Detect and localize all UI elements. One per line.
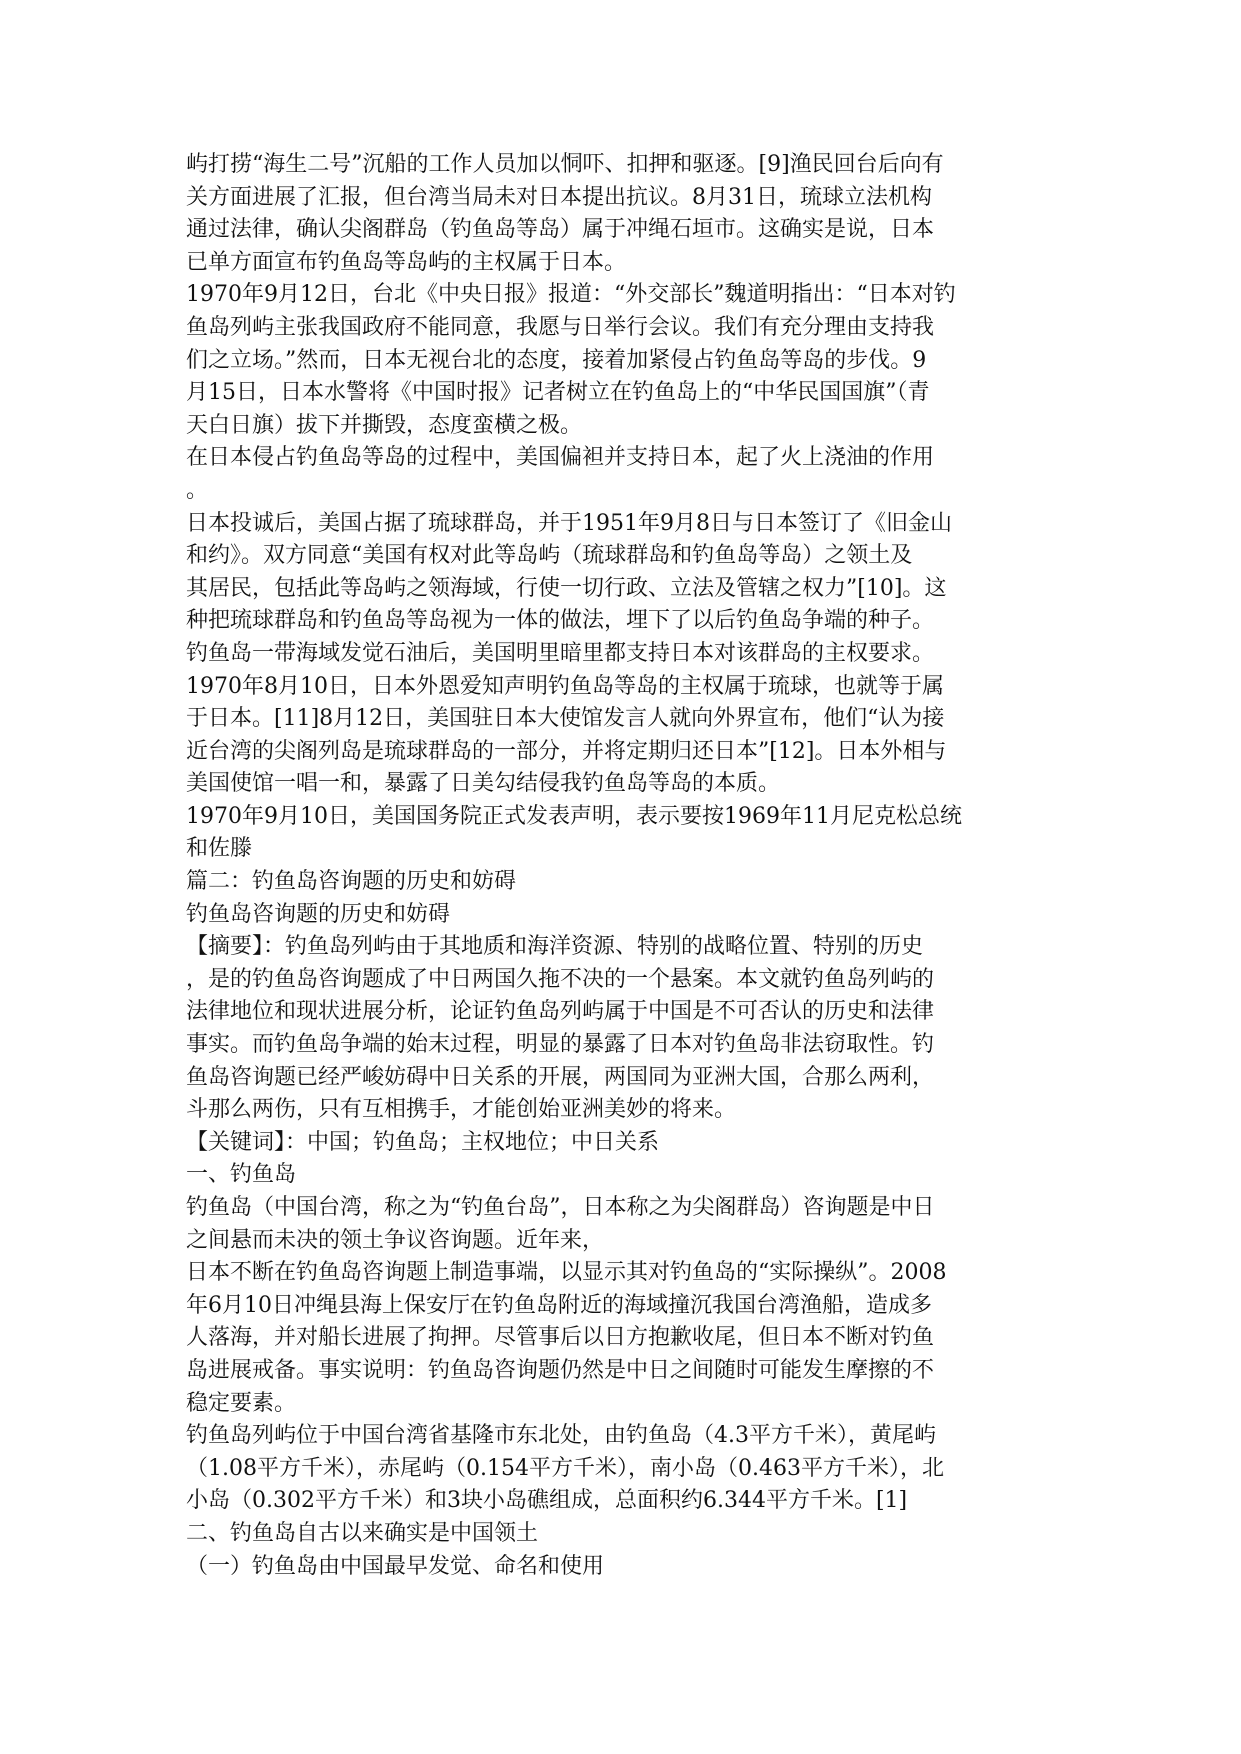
- text-line: 美国使馆一唱一和，暴露了日美勾结侵我钓鱼岛等岛的本质。: [186, 771, 781, 797]
- text-line: 钓鱼岛（中国台湾，称之为“钓鱼台岛”，日本称之为尖阁群岛）咨询题是中日: [186, 1195, 935, 1220]
- text-line: 月15日，日本水警将《中国时报》记者树立在钓鱼岛上的“中华民国国旗”（青: [186, 380, 930, 406]
- text-line: 1970年9月10日，美国国务院正式发表声明，表示要按1969年11月尼克松总统: [186, 803, 962, 829]
- section-title: 篇二：钓鱼岛咨询题的历史和妨碍: [186, 869, 517, 895]
- text-line: 1970年8月10日，日本外恩爱知声明钓鱼岛等岛的主权属于琉球，也就等于属: [186, 673, 944, 699]
- text-line: 岛进展戒备。事实说明：钓鱼岛咨询题仍然是中日之间随时可能发生摩擦的不: [186, 1357, 935, 1383]
- text-line: 鱼岛列屿主张我国政府不能同意，我愿与日举行会议。我们有充分理由支持我: [186, 314, 935, 340]
- text-line: 其居民，包括此等岛屿之领海域，行使一切行政、立法及管辖之权力”[10]。这: [186, 575, 947, 601]
- text-line: 已单方面宣布钓鱼岛等岛屿的主权属于日本。: [186, 249, 627, 275]
- text-line: 在日本侵占钓鱼岛等岛的过程中，美国偏袒并支持日本，起了火上浇油的作用: [186, 445, 935, 471]
- text-line: 钓鱼岛一带海域发觉石油后，美国明里暗里都支持日本对该群岛的主权要求。: [186, 640, 935, 666]
- text-line: 。: [186, 477, 209, 503]
- text-line: 之间悬而未决的领土争议咨询题。近年来，: [186, 1227, 605, 1253]
- abstract-line: 法律地位和现状进展分析，论证钓鱼岛列屿属于中国是不可否认的历史和法律: [186, 999, 935, 1025]
- text-line: 小岛（0.302平方千米）和3块小岛礁组成，总面积约6.344平方千米。[1]: [186, 1488, 908, 1514]
- keywords-line: 【关键词】：中国；钓鱼岛；主权地位；中日关系: [186, 1129, 660, 1155]
- abstract-line: 鱼岛咨询题已经严峻妨碍中日关系的开展，两国同为亚洲大国，合那么两利，: [186, 1064, 935, 1090]
- text-line: 日本投诚后，美国占据了琉球群岛，并于1951年9月8日与日本签订了《旧金山: [186, 510, 952, 536]
- text-line: 钓鱼岛列屿位于中国台湾省基隆市东北处，由钓鱼岛（4.3平方千米），黄尾屿: [186, 1423, 936, 1449]
- text-line: 屿打捞“海生二号”沉船的工作人员加以恫吓、扣押和驱逐。[9]渔民回台后向有: [186, 152, 944, 177]
- document-body: [186, 149, 1066, 1583]
- article-title: 钓鱼岛咨询题的历史和妨碍: [186, 901, 451, 927]
- abstract-line: 事实。而钓鱼岛争端的始末过程，明显的暴露了日本对钓鱼岛非法窃取性。钓: [186, 1032, 935, 1058]
- text-line: 近台湾的尖阁列岛是琉球群岛的一部分，并将定期归还日本”[12]。日本外相与: [186, 738, 947, 764]
- text-line: 通过法律，确认尖阁群岛（钓鱼岛等岛）属于冲绳石垣市。这确实是说，日本: [186, 217, 935, 243]
- text-line: 稳定要素。: [186, 1390, 297, 1416]
- abstract-line: ，是的钓鱼岛咨询题成了中日两国久拖不决的一个悬案。本文就钓鱼岛列屿的: [186, 966, 935, 992]
- text-line: 日本不断在钓鱼岛咨询题上制造事端，以显示其对钓鱼岛的“实际操纵”。2008: [186, 1260, 947, 1286]
- abstract-line: 斗那么两伤，只有互相携手，才能创始亚洲美妙的将来。: [186, 1097, 737, 1123]
- text-line: 1970年9月12日，台北《中央日报》报道：“外交部长”魏道明指出：“日本对钓: [186, 282, 956, 308]
- text-line: 关方面进展了汇报，但台湾当局未对日本提出抗议。8月31日，琉球立法机构: [186, 184, 932, 210]
- text-line: 和约》。双方同意“美国有权对此等岛屿（琉球群岛和钓鱼岛等岛）之领土及: [186, 543, 913, 569]
- text-line: 年6月10日冲绳县海上保安厅在钓鱼岛附近的海域撞沉我国台湾渔船，造成多: [186, 1292, 932, 1318]
- heading-two: 二、钓鱼岛自古以来确实是中国领土: [186, 1520, 539, 1546]
- text-line: 于日本。[11]8月12日，美国驻日本大使馆发言人就向外界宣布，他们“认为接: [186, 706, 945, 732]
- text-line: （1.08平方千米），赤尾屿（0.154平方千米），南小岛（0.463平方千米），北: [186, 1455, 944, 1481]
- text-line: 人落海，并对船长进展了拘押。尽管事后以日方抱歉收尾，但日本不断对钓鱼: [186, 1325, 935, 1351]
- text-line: 们之立场。”然而，日本无视台北的态度，接着加紧侵占钓鱼岛等岛的步伐。9: [186, 347, 927, 373]
- heading-one: 一、钓鱼岛: [186, 1162, 297, 1188]
- text-line: 种把琉球群岛和钓鱼岛等岛视为一体的做法，埋下了以后钓鱼岛争端的种子。: [186, 608, 935, 634]
- subheading-one: （一）钓鱼岛由中国最早发觉、命名和使用: [186, 1553, 605, 1579]
- abstract-line: 【摘要】：钓鱼岛列屿由于其地质和海洋资源、特别的战略位置、特别的历史: [186, 934, 924, 960]
- text-line: 和佐滕: [186, 836, 253, 862]
- text-line: 天白日旗）拔下并撕毁，态度蛮横之极。: [186, 412, 583, 438]
